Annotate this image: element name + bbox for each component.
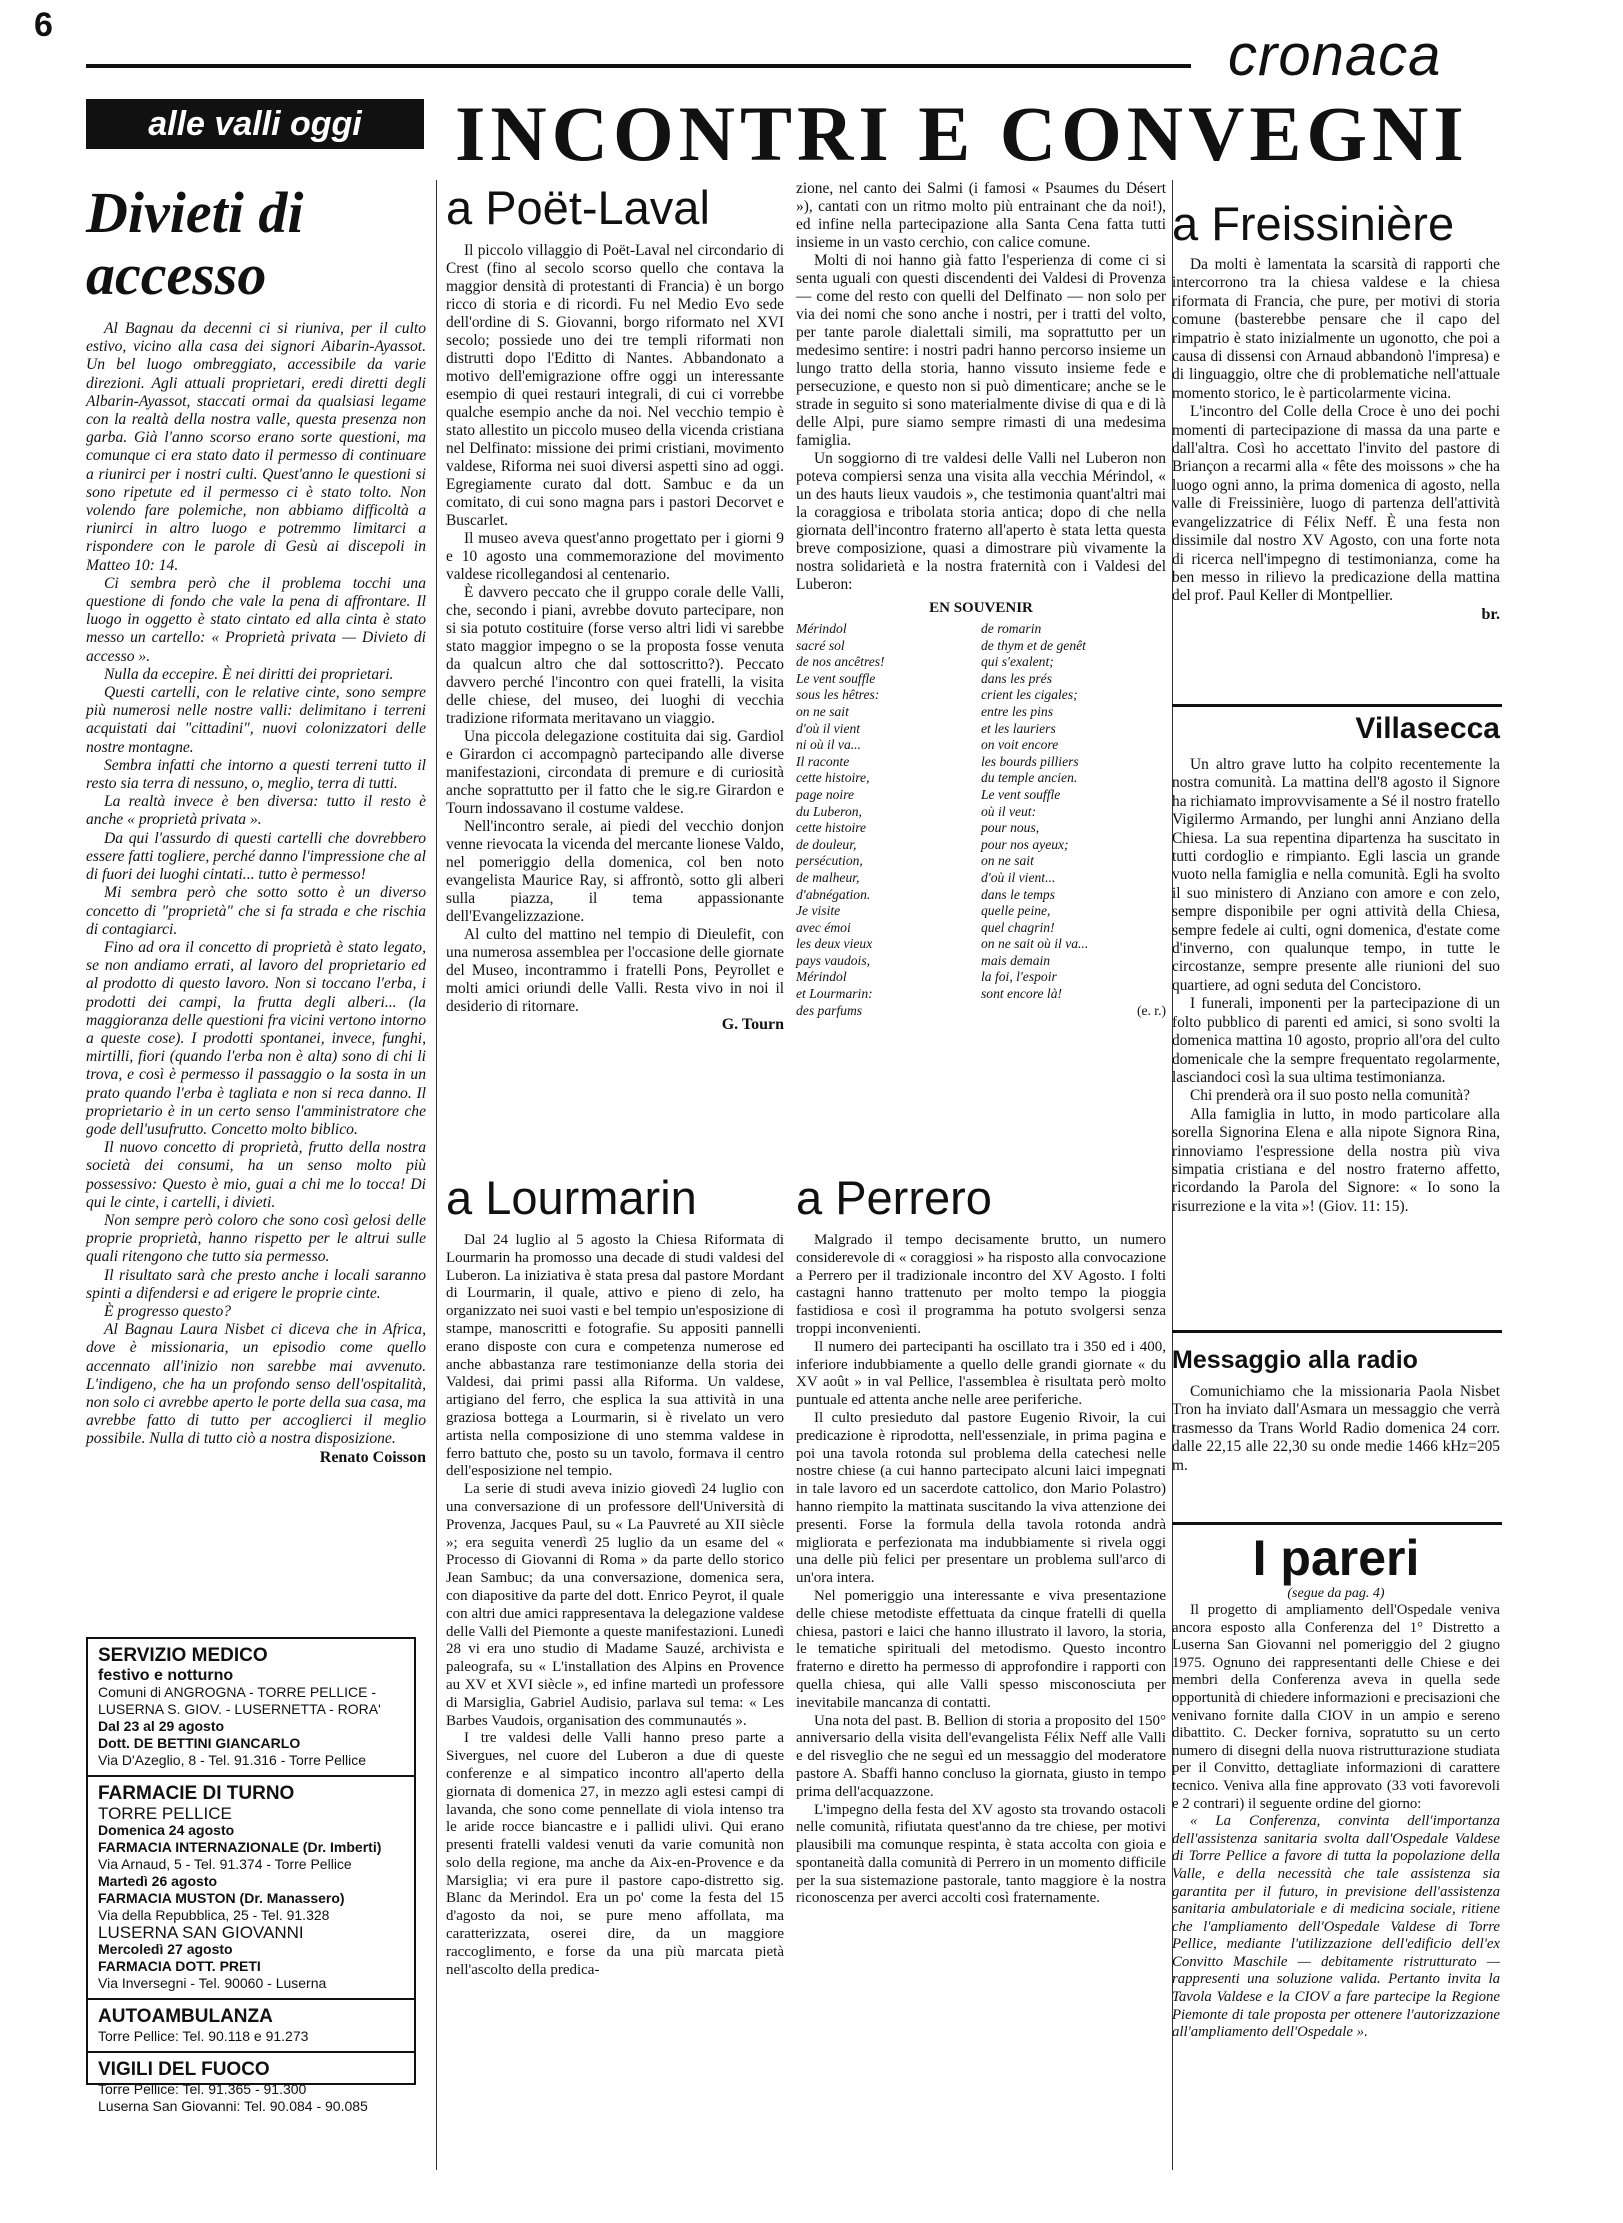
article-body: Al Bagnau da decenni ci si riuniva, per il culto estivo, vicino alla casa dei signori Aibarin-Ayassot. Un bel luogo ombreggiato, accessibile da varie direzioni. Agli attuali proprietari, eredi diretti degli Albarin-Ayassot, staccati ormai da qualsiasi legame con la realtà della nostra valle, questa presenza non garba. Già l'anno scorso erano sorte questioni, ma comunque ci era stato dato il permesso di continuare a riunirci per i nostri culti. Quest'anno le questioni si sono ripetute ed il permesso ci è stato tolto. Non volendo fare polemiche, non abbiamo difficoltà a riunirci in altro luogo e potremmo limitarci a rispondere con le parole di Gesù ai discepoli in Matteo 10: 14. Ci sembra però che il problema tocchi una questione di fondo che vale la pena di affrontare. Il luogo in oggetto è stato cintato ed alla cinta è stato messo un cartello: « Proprietà privata — Divieto di accesso ». Nulla da eccepire. È nei diritti dei proprietari. Questi cartelli, con le relative cinte, sono sempre più numerosi nelle nostre valli: delimitano i terreni acquistati dai "cittadini", nuovi colonizzatori delle nostre montagne. Sembra infatti che intorno a questi terreni tutto il resto sia terra di nessuno, o, meglio, terra di tutti. La realtà invece è ben diversa: tutto il resto è anche « proprietà privata ». Da qui l'assurdo di questi cartelli che dovrebbero essere fatti togliere, perché danno l'impressione che al di fuori dei luoghi cintati... tutto è permesso! Mi sembra però che sotto sotto è un diverso concetto di "proprietà" che si fa strada e che rischia di contagiarci. Fino ad ora il concetto di proprietà è stato legato, se non andiamo errati, al lavoro del proprietario ed al prodotto di questo lavoro. Non si toccano l'erba, i prodotti dei campi, la frutta degli alberi... (la maggioranza delle questioni fra vicini vertono intorno a queste cose). I prodotti spontanei, invece, funghi, mirtilli, fiori (quando l'erba non è alta) sono di chi li trova, e così è permesso il passaggio o la sosta in un prato quando l'erba è tagliata e non si reca danno. Il proprietario è in un certo senso l'amministratore che gode dell'usufrutto. Concetto molto biblico. Il nuovo concetto di proprietà, frutto della nostra società dei consumi, ha un senso molto più possessivo: Questo è mio, guai a chi me lo tocca! Di qui le cinte, i cartelli, i divieti. Non sempre però coloro che sono così gelosi delle proprie proprietà, hanno rispetto per le altrui sulle quali ritengono che tutto sia permesso. Il risultato sarà che presto anche i locali saranno spinti a difendersi e ad erigere le proprie cinte. È progresso questo? Al Bagnau Laura Nisbet ci diceva che in Africa, dove è missionaria, un episodio come quello accennato all'inizio non sarebbe mai avvenuto. L'indigeno, che ha un profondo senso dell'ospitalità, non solo ci avrebbe aperto le porte della sua casa, ma avrebbe fatto di tutto per accoglierci il meglio possibile. Nulla di tutto ciò a nostra disposizione. [86,320,426,1448]
page-number: 6 [34,6,53,44]
article-title: a Lourmarin [446,1171,697,1224]
main-headline: INCONTRI E CONVEGNI [455,90,1469,177]
article-author: Renato Coisson [319,1448,426,1466]
article-pareri [1172,1530,1500,2042]
article-body: zione, nel canto dei Salmi (i famosi « Psaumes du Désert »), cantati con un ritmo molto più entrainant che da noi!), ed infine nella partecipazione alla Santa Cena fatta tutti insieme in un vasto cerchio, con calice comune. Molti di noi hanno già fatto l'esperienza di come ci si senta uguali con questi discendenti dei Valdesi di Provenza — come del resto con quelli del Delfinato — non solo per via dei nomi che sono anche i nostri, per i tratti del volto, per tante parole dialettali simili, ma soprattutto per un medesimo sentire: i nostri padri hanno percorso insieme un lungo tratto della storia, hanno vissuto insieme fede e persecuzione, e questo non si può dimenticare; anche se le strade in seguito si sono materialmente divise di qua e di là delle Alpi, pure siamo sempre rimasti di una medesima famiglia. Un soggiorno di tre valdesi delle Valli nel Luberon non poteva compiersi senza una visita alla vecchia Mérindol, « un des hauts lieux vaudois », che testimonia quant'altri mai la coraggiosa e tribolata storia antica; dopo di che nella giornata dell'incontro fraterno all'aperto è stata letta questa breve composizione, quasi a dimostrare più vivamente la nostra solidarietà e la nostra fraternità con i Valdesi del Luberon: [796,180,1166,593]
article-title: Villasecca [1355,712,1500,745]
article-title: Messaggio alla radio [1172,1346,1418,1374]
column-divider [436,180,437,2170]
ambulanza-title: AUTOAMBULANZA [98,2006,273,2027]
article-title: a Freissinière [1172,197,1455,250]
article-body: Il piccolo villaggio di Poët-Laval nel circondario di Crest (fino al secolo scorso quello che contava la maggior densità di protestanti di Francia) è un borgo ricco di storia e di ricordi. Fu nel Medio Evo sede dell'ordine di S. Giovanni, borgo riformato nel XVI secolo; possiede uno dei tre templi riformati non distrutti dopo l'Editto di Nantes. Abbandonato a motivo dell'emigrazione offre oggi un interessante esempio di quei restauri integrali, di cui ci vorrebbe qualche esempio anche da noi. Nel vecchio tempio è stato allestito un piccolo museo della vicenda cristiana nel Delfinato: missione dei primi cristiani, movimento valdese, Riforma nei suoi diversi aspetti sino ad oggi. Egregiamente curato dal dott. Sambuc e da un comitato, di cui sono magna pars i pastori Decorvet e Buscarlet. Il museo aveva quest'anno progettato per i giorni 9 e 10 agosto una commemorazione del movimento valdese ricollegandosi al centenario. È davvero peccato che il gruppo corale delle Valli, che, secondo i piani, avrebbe dovuto partecipare, non si sia potuto costituire (forse verso altri lidi vi sarebbe stato maggior impegno o se la proposta fosse venuta da qualcun altro che dal sottoscritto?). Peccato davvero perché l'incontro con quei fratelli, la visita delle chiese, del museo, dei luoghi di vecchia tradizione riformata meritavano un viaggio. Una piccola delegazione costituita dai sig. Gardiol e Girardon ci accompagnò partecipando alle diverse manifestazioni, circondata di premure e di curiosità anche soprattutto per il fatto che le sig.re Girardon e Tourn indossavano il costume valdese. Nell'incontro serale, ai piedi del vecchio donjon venne rievocata la vicenda del mercante lionese Valdo, nel pomeriggio della domenica, col ben noto evangelista Maurice Ray, si affrontò, sotto gli alberi sulla piazza, il tema appassionante dell'Evangelizzazione. Al culto del mattino nel tempio di Dieulefit, con una numerosa assemblea per l'occasione delle giornate del Museo, incontrammo i fratelli Pons, Peyrollet e molti amici oriundi delle Valli. Resta vivo in noi il desiderio di ritornare. [446,242,784,1015]
vigili-title: VIGILI DEL FUOCO [98,2059,270,2080]
poem [796,621,1166,1019]
rubric-label: alle valli oggi [86,99,424,149]
article-freissiniere [1172,198,1500,624]
article-radio [1172,1346,1500,1475]
article-author: G. Tourn [721,1016,784,1033]
article-title: a Poët-Laval [446,181,710,234]
article-author: br. [1481,605,1500,623]
medico-subtitle: festivo e notturno [98,1667,234,1684]
article-body: Malgrado il tempo decisamente brutto, un numero considerevole di « coraggiosi » ha risposto alla convocazione a Perrero per il tradizionale incontro del XV Agosto. I folti castagni hanno trattenuto per molto tempo la pioggia fastidiosa e così il programma ha potuto svolgersi senza troppi inconvenienti. Il numero dei partecipanti ha oscillato tra i 350 ed i 400, inferiore indubbiamente a quello delle grandi giornate « du XV août » in val Pellice, l'assemblea è risultata però molto puntuale ed attenta anche nelle aree periferiche. Il culto presieduto dal pastore Eugenio Rivoir, la cui predicazione è riprodotta, nell'essenziale, in prima pagina e poi una tavola rotonda sul problema della catechesi nelle nostre chiese (a cui hanno partecipato alcuni laici impegnati in tale lavoro ed un sacerdote cattolico, don Mario Polastro) hanno riempito la mattinata suscitando la viva attenzione dei presenti. Forse la formula della tavola rotonda andrà migliorata e perfezionata ma indubbiamente si rivela oggi una delle più felici per presentare un problema sull'arco di un'ora intera. Nel pomeriggio una interessante e viva presentazione delle chiese metodiste effettuata da cinque fratelli di quella chiesa, pastori e laici che hanno illustrato il lavoro, la storia, le tematiche spirituali del metodismo. Questo incontro fraterno e diretto ha permesso di approfondire i rapporti con quella chiesa, qui alle Valli spesso misconosciuta per inevitabile mancanza di contatti. Una nota del past. B. Bellion di storia a proposito del 150° anniversario della visita dell'evangelista Félix Neff alle Valli e del risveglio che ne seguì ed un messaggio del moderatore pastore A. Sbaffi hanno concluso la giornata, giusto in tempo prima dell'acquazzone. L'impegno della festa del XV agosto sta trovando ostacoli nelle comunità, rifiutata quest'anno da tre chiese, per motivi plausibili ma comunque respinta, è stata accolta con gioia e spontaneità dalla comunità di Perrero in un momento difficile per la sua sistemazione pastorale, tanto maggiore è la nostra riconoscenza per averci accolti così fraternamente. [796,1232,1166,1907]
article-title: I pareri [1252,1530,1420,1586]
article-title: a Perrero [796,1171,992,1224]
poem-title: EN SOUVENIR [929,600,1033,616]
article-perrero [796,1172,1166,1908]
article-title: Divieti di accesso [86,180,304,307]
article-body: Da molti è lamentata la scarsità di rapporti che intercorrono tra la chiesa valdese e la chiesa riformata di Francia, che pure, per motivi di storia comune (basterebbe pensare che il capo del rimpatrio è stato inizialmente un ugonotto, che poi a causa di dissensi con Arnaud abbandonò l'impresa) e di linguaggio, oltre che di problematiche nell'attuale momento storico, le è particolarmente vicina. L'incontro del Colle della Croce è uno dei pochi momenti di partecipazione di massa da una parte e dall'altra. Così ho accettato l'invito del pastore di Briançon a recarmi alla « fête des moissons » che ha luogo ogni anno, la prima domenica di agosto, nella valle di Freissinière, luogo di partenza dell'attività evangelizzatrice di Félix Neff. È una festa non dissimile dal nostro XV Agosto, con una forte nota di ricerca nell'impegno di testimonianza, come ha ben messo in rilievo la predicazione della mattina del prof. Paul Keller di Montpellier. [1172,256,1500,605]
farmacie-title: FARMACIE DI TURNO [98,1783,295,1804]
medico-title: SERVIZIO MEDICO [98,1645,268,1666]
article-divieti [86,182,426,1467]
article-body: Comunichiamo che la missionaria Paola Nisbet Tron ha inviato dall'Asmara un messaggio che verrà trasmesso da Trans World Radio domenica 24 corr. dalle 22,15 alle 22,30 su onde medie 1466 kHz=205 m. [1172,1383,1500,1474]
article-body: Dal 24 luglio al 5 agosto la Chiesa Riformata di Lourmarin ha promosso una decade di studi valdesi del Luberon. La iniziativa è stata presa dal pastore Mordant di Lourmarin, il quale, attivo e pieno di zelo, ha organizzato nei suoi vasti e bel tempio un'esposizione di stampe, manoscritti e fotografie. Su appositi pannelli erano disposte con cura e competenza numerose ed anche abbastanza rare testimonianze della storia dei Valdesi, dai primi passi alla Riforma. Un valdese, artigiano del ferro, che esplica la sua attività in una graziosa bottega a Lourmarin, si è rivelato un vero artista nella composizione di uno stemma valdese in ferro battuto che, posto su un tavolo, formava il centro dell'esposizione nel tempio. La serie di studi aveva inizio giovedì 24 luglio con una conversazione di un professore dell'Università di Provenza, Jacques Paul, su « La Pauvreté au XII siècle »; era seguita venerdì 25 luglio da un esame del « Processo di Giovanni di Roma » da parte dello storico Jean Sambuc; da una conversazione, domenica sera, con diapositive da parte del dott. Enrico Peyrot, il quale con altri due amici rappresentava la delegazione valdese delle Valli del Piemonte a queste manifestazioni. Lunedì 28 vi era uno studio di Madame Sauzé, archivista e paleografa, su « L'installation des Alpins en Provence au XV et XVI siècle », ed infine martedì un professore di Marsiglia, Gabriel Audisio, parlava sul tema: « Les Barbes Vaudois, organisation des communautés ». I tre valdesi delle Valli hanno preso parte a Sivergues, nel cuore del Luberon a due di queste conferenze e al simpatico incontro all'aperto della giornata di domenica 27, in mezzo agli estesi campi di lavanda, che sono come pennellate di viola intenso tra le aride rocce biancastre e i pallidi ulivi. Qui erano presenti fratelli valdesi venuti da varie comunità non solo della regione, ma anche da Aix-en-Provence e da Marsiglia; vi era pure il pastore capo-distretto sig. Blanc da Merindol. Era un po' come la festa del 15 d'agosto da noi, se pure meno affollata, ma caratterizzata, oserei dire, da un maggiore raccoglimento, e forse da una più marcata pietà nell'ascolto della predica- [446,1232,784,1978]
article-poet-laval [446,182,784,1034]
article-poet-continued [796,180,1166,1019]
article-subtitle: (segue da pag. 4) [1287,1586,1385,1601]
section-rule [1172,1330,1502,1333]
top-rule [86,64,1191,68]
article-body: Il progetto di ampliamento dell'Ospedale veniva ancora esposto alla Conferenza del 1° Distretto a Luserna San Giovanni nel pomeriggio del 2 giugno 1975. Ognuno dei rappresentanti delle Chiese e dei membri della Conferenza aveva in quella sede opportunità di chiedere informazioni e precisazioni che venivano fornite dalla CIOV in un ampio e sereno dibattito. C. Decker forniva, sopratutto su un certo numero di disegni della nuova ristrutturazione studiata per il Convitto, dettagliate informazioni di carattere tecnico. Veniva alla fine approvato (33 voti favorevoli e 2 contrari) il seguente ordine del giorno: « La Conferenza, convinta dell'importanza dell'assistenza sanitaria svolta dall'Ospedale Valdese di Torre Pellice a favore di tutta la popolazione della Valle, e della necessità che tale assistenza sia garantita per il futuro, in previsione dell'assistenza sanitaria ambulatoriale e di medicina sociale, ritiene che l'ampliamento dell'Ospedale Valdese di Torre Pellice, mediante l'utilizzazione dell'edificio dell'ex Convitto Maschile — debitamente ristrutturato — rappresenti una soluzione valida. Pertanto invita la Tavola Valdese e la CIOV a fare partecipe la Regione Piemonte di tale proposta per ottenere l'autorizzazione all'ampliamento dell'Ospedale ». [1172,1602,1500,2041]
poem-right: de romarin de thym et de genêt qui s'exalent; dans les prés crient les cigales; entre les pins et les lauriers on voit encore les bourds pilliers du temple ancien. Le vent souffle où il veut: pour nous, pour nos ayeux; on ne sait d'où il vient... dans le temps quelle peine, quel chagrin! on ne sait où il va... mais demain la foi, l'espoir sont encore là! (e. r.) [981,621,1166,1018]
section-title: cronaca [1228,23,1442,88]
article-lourmarin [446,1172,784,1979]
article-body: Un altro grave lutto ha colpito recentemente la nostra comunità. La mattina dell'8 agosto il Signore ha richiamato improvvisamente a Sé il nostro fratello Vigilermo Armando, per lunghi anni Anziano della Chiesa. La sua repentina dipartenza ha suscitato in tutti cordoglio e rimpianto. Egli lascia un grande vuoto nella famiglia e nella comunità. Egli ha svolto il suo ministero di Anziano con amore e con zelo, sempre disponibile per ogni attività della Chiesa, sempre fedele ai culti, ogni domenica, d'estate come d'inverno, con qualunque tempo, in tutte le circostanze, sempre presente alle riunioni del suo quartiere, ad ogni seduta del Concistoro. I funerali, imponenti per la partecipazione di un folto pubblico di parenti ed amici, si sono svolti la domenica mattina 10 agosto, proprio all'ora del culto domenicale che la sempre frequentato regolarmente, lasciandoci così la sua ultima testimonianza. Chi prenderà ora il suo posto nella comunità? Alla famiglia in lutto, in modo particolare alla sorella Signorina Elena e alla nipote Signora Rina, rinnoviamo l'espressione della nostra più viva simpatia cristiana e del nostro fraterno affetto, ricordando la Parola del Signore: « Io sono la risurrezione e la vita »! (Giov. 11: 15). [1172,756,1500,1215]
section-rule [1172,704,1502,707]
poem-left: Mérindol sacré sol de nos ancêtres! Le vent souffle sous les hêtres: on ne sait d'où il vient ni où il va... Il raconte cette histoire, page noire du Luberon, cette histoire de douleur, persécution, de malheur, d'abnégation. Je visite avec émoi les deux vieux pays vaudois, Mérindol et Lourmarin: des parfums [796,621,885,1018]
poem-signature: (e. r.) [1136,1002,1166,1018]
section-rule [1172,1522,1502,1525]
services-box: SERVIZIO MEDICO festivo e notturno Comuni di ANGROGNA - TORRE PELLICE - LUSERNA S. GIOV. - LUSERNETTA - RORA' Dal 23 al 29 agosto Dott. DE BETTINI GIANCARLO Via D'Azeglio, 8 - Tel. 91.316 - Torre Pellice FARMACIE DI TURNO TORRE PELLICE Domenica 24 agosto FARMACIA INTERNAZIONALE (Dr. Imberti) Via Arnaud, 5 - Tel. 91.374 - Torre Pellice Martedì 26 agosto FARMACIA MUSTON (Dr. Manassero) Via della Repubblica, 25 - Tel. 91.328 LUSERNA SAN GIOVANNI Mercoledì 27 agosto FARMACIA DOTT. PRETI Via Inversegni - Tel. 90060 - Luserna AUTOAMBULANZA Torre Pellice: Tel. 90.118 e 91.273 VIGILI DEL FUOCO Torre Pellice: Tel. 91.365 - 91.300 Luserna San Giovanni: Tel. 90.084 - 90.085 [86,1637,416,2085]
article-villasecca [1172,712,1500,1216]
